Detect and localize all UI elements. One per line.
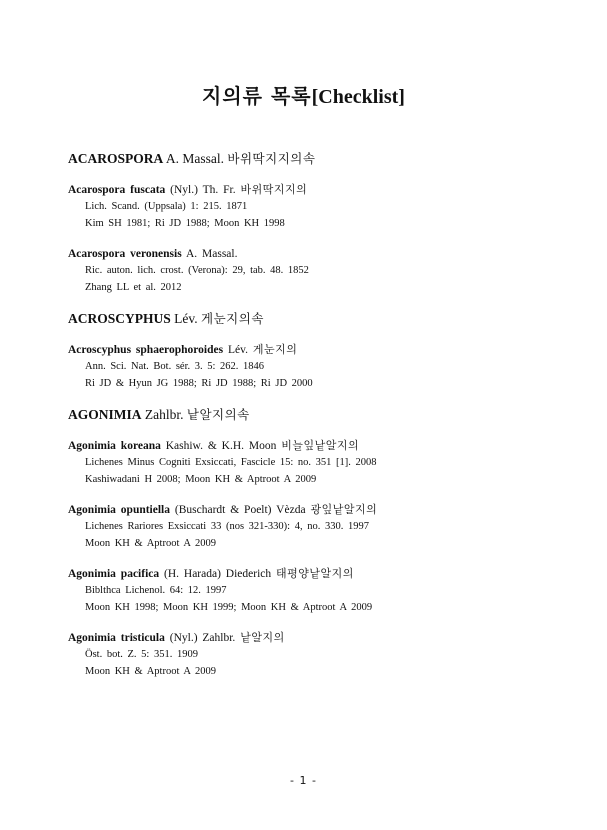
- species-korean-name: 게눈지의: [252, 343, 298, 356]
- species-entry: [68, 182, 588, 232]
- species-protologue: Ric. auton. lich. crost. (Verona): 29, tab. 48. 1852: [85, 265, 309, 276]
- genus-heading: [68, 406, 588, 424]
- species-author: (Buschardt & Poelt) Vèzda: [174, 504, 306, 516]
- species-entry: [68, 342, 588, 392]
- species-author: A. Massal.: [185, 248, 238, 260]
- genus-korean-name: 낱알지의속: [186, 407, 250, 422]
- species-protologue: Öst. bot. Z. 5: 351. 1909: [85, 649, 198, 660]
- species-heading: [68, 630, 588, 646]
- species-references: Zhang LL et al. 2012: [85, 282, 182, 293]
- species-protologue: Biblthca Lichenol. 64: 12. 1997: [85, 585, 227, 596]
- species-protologue: Lichenes Minus Cogniti Exsiccati, Fascicle 15: no. 351 [1]. 2008: [85, 457, 377, 468]
- species-name: Agonimia koreana: [68, 440, 161, 452]
- species-korean-name: 광잎낱알지의: [310, 503, 378, 516]
- species-korean-name: 바위딱지지의: [240, 183, 308, 196]
- species-references: Ri JD & Hyun JG 1988; Ri JD 1988; Ri JD 2000: [85, 378, 313, 389]
- genus-heading: [68, 150, 588, 168]
- species-korean-name: 태평양낱알지의: [276, 567, 354, 580]
- species-name: Acroscyphus sphaerophoroides: [68, 344, 224, 356]
- species-entry: [68, 502, 588, 552]
- species-author: Lév.: [227, 344, 248, 356]
- checklist-content: [68, 150, 588, 694]
- species-korean-name: 낱알지의: [240, 631, 285, 644]
- species-author: (Nyl.) Th. Fr.: [170, 184, 236, 196]
- species-references: Kashiwadani H 2008; Moon KH & Aptroot A 2009: [85, 474, 317, 485]
- species-heading: [68, 182, 588, 198]
- genus-name: AGONIMIA: [68, 407, 142, 422]
- species-heading: [68, 438, 588, 454]
- genus-author: A. Massal.: [165, 151, 225, 166]
- species-entry: [68, 438, 588, 488]
- page-title-korean: 지의류 목록: [202, 84, 312, 108]
- genus-heading: [68, 310, 588, 328]
- species-heading: [68, 342, 588, 358]
- species-heading: [68, 502, 588, 518]
- page-title: [0, 84, 607, 109]
- species-references: Moon KH 1998; Moon KH 1999; Moon KH & Aptroot A 2009: [85, 602, 373, 613]
- species-korean-name: 비늘잎낱알지의: [281, 439, 360, 452]
- species-heading: [68, 566, 588, 582]
- species-heading: [68, 246, 588, 262]
- page-title-english: [Checklist]: [311, 86, 405, 108]
- species-references: Moon KH & Aptroot A 2009: [85, 538, 217, 549]
- genus-block: [68, 150, 588, 296]
- species-list: [68, 182, 588, 296]
- species-author: (H. Harada) Diederich: [164, 568, 272, 580]
- species-references: Moon KH & Aptroot A 2009: [85, 666, 217, 677]
- species-entry: [68, 246, 588, 296]
- genus-korean-name: 게눈지의속: [201, 311, 264, 326]
- genus-block: [68, 310, 588, 392]
- species-name: Acarospora fuscata: [68, 184, 166, 196]
- species-references: Kim SH 1981; Ri JD 1988; Moon KH 1998: [85, 218, 285, 229]
- species-name: Acarospora veronensis: [68, 248, 182, 260]
- genus-author: Lév.: [174, 311, 198, 326]
- species-name: Agonimia opuntiella: [68, 504, 171, 516]
- species-protologue: Ann. Sci. Nat. Bot. sér. 3. 5: 262. 1846: [85, 361, 265, 372]
- genus-author: Zahlbr.: [144, 407, 184, 422]
- species-author: (Nyl.) Zahlbr.: [169, 632, 236, 644]
- species-name: Agonimia pacifica: [68, 568, 160, 580]
- genus-korean-name: 바위딱지지의속: [227, 151, 316, 166]
- species-protologue: Lichenes Rariores Exsiccati 33 (nos 321-330): 4, no. 330. 1997: [85, 521, 369, 532]
- genus-block: [68, 406, 588, 680]
- species-list: [68, 342, 588, 392]
- page-number: - 1 -: [290, 774, 317, 787]
- species-entry: [68, 630, 588, 680]
- species-list: [68, 438, 588, 680]
- genus-name: ACROSCYPHUS: [68, 311, 171, 326]
- genus-name: ACAROSPORA: [68, 151, 164, 166]
- species-name: Agonimia tristicula: [68, 632, 165, 644]
- species-author: Kashiw. & K.H. Moon: [165, 440, 277, 452]
- species-entry: [68, 566, 588, 616]
- species-protologue: Lich. Scand. (Uppsala) 1: 215. 1871: [85, 201, 248, 212]
